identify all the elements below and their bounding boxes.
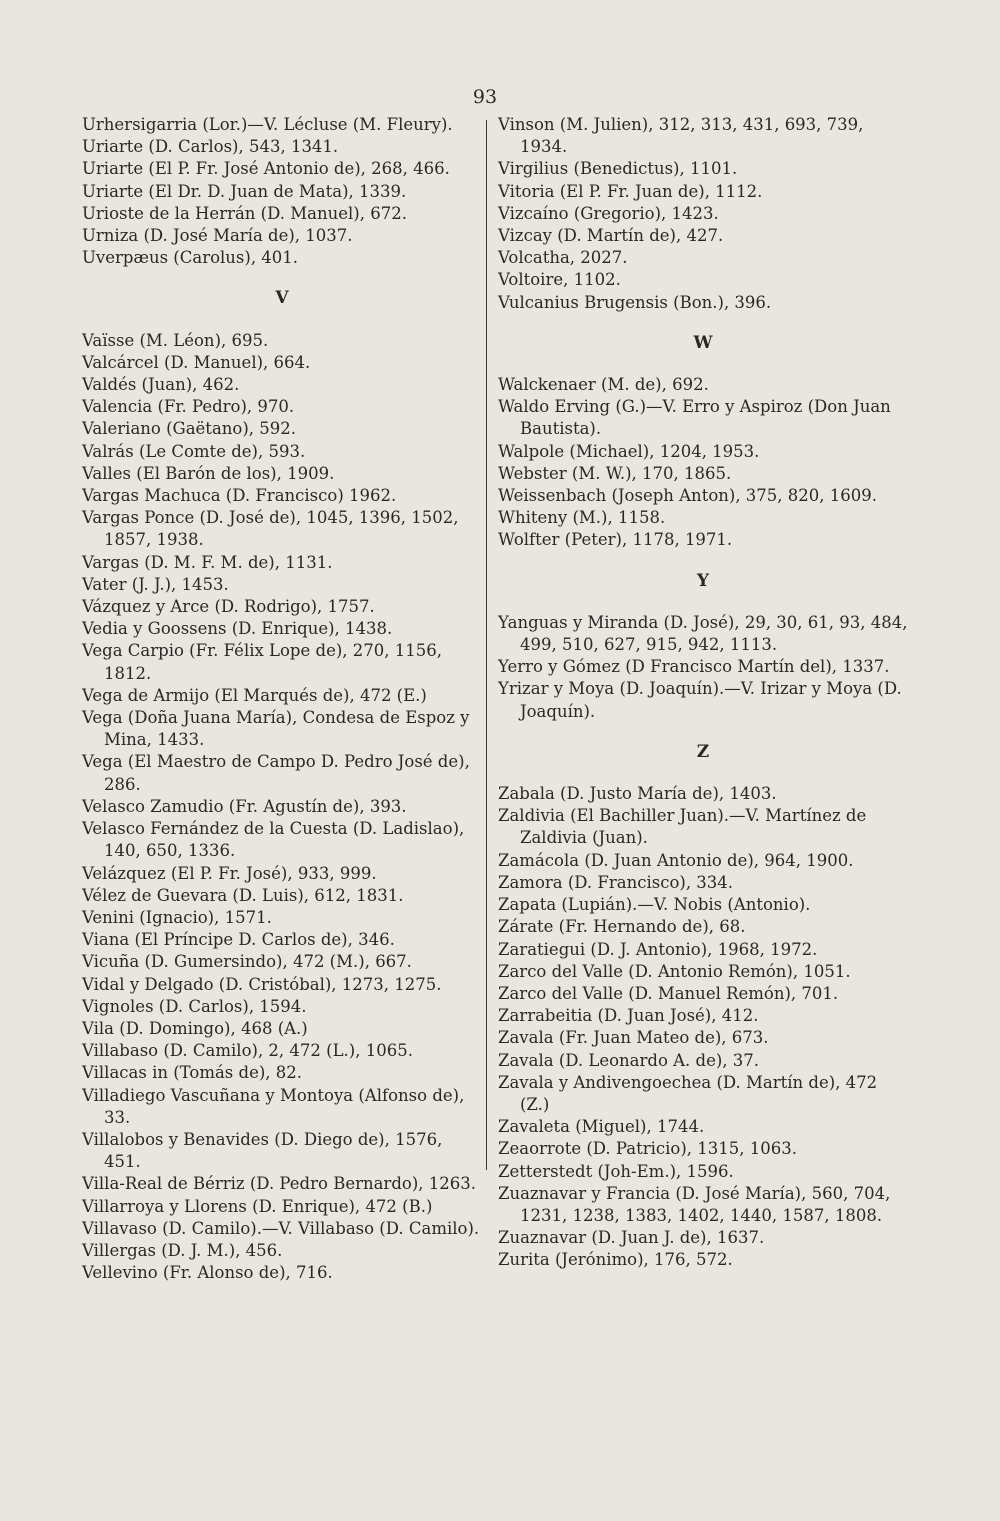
index-entry: Vulcanius Brugensis (Bon.), 396. [498,292,772,312]
index-entry: Villarroya y Llorens (D. Enrique), 472 (B.) [82,1196,433,1216]
index-entry: Walckenaer (M. de), 692. [498,375,709,395]
index-entry: Vargas (D. M. F. M. de), 1131. [82,552,333,572]
index-entry: Velasco Fernández de la Cuesta (D. Ladislao), 140, 650, 1336. [82,819,465,861]
entry-group-v-cont [498,114,908,314]
index-entry: Zamácola (D. Juan Antonio de), 964, 1900. [498,850,854,870]
page-number: 93 [472,86,498,108]
column-divider [486,120,487,1170]
left-column [82,114,482,1284]
index-entry: Vargas Ponce (D. José de), 1045, 1396, 1502, 1857, 1938. [82,508,459,550]
index-entry: Uriarte (El P. Fr. José Antonio de), 268, 466. [82,159,450,179]
section-letter-w: W [693,332,713,353]
index-entry: Zeaorrote (D. Patricio), 1315, 1063. [498,1139,798,1159]
section-letter-v: V [275,288,289,309]
index-entry: Wolfter (Peter), 1178, 1971. [498,530,733,550]
index-entry: Velasco Zamudio (Fr. Agustín de), 393. [82,796,407,816]
index-entry: Villergas (D. J. M.), 456. [82,1240,283,1260]
index-entry: Yerro y Gómez (D Francisco Martín del), 1337. [498,657,890,677]
index-entry: Uverpæus (Carolus), 401. [82,248,299,268]
index-entry: Valles (El Barón de los), 1909. [82,463,335,483]
index-entry: Yrizar y Moya (D. Joaquín).—V. Irizar y Moya (D. Joaquín). [498,679,902,721]
index-entry: Zapata (Lupián).—V. Nobis (Antonio). [498,895,811,915]
index-entry: Zurita (Jerónimo), 176, 572. [498,1250,733,1270]
index-entry: Villavaso (D. Camilo).—V. Villabaso (D. Camilo). [82,1218,480,1238]
index-entry: Urioste de la Herrán (D. Manuel), 672. [82,203,407,223]
index-entry: Vignoles (D. Carlos), 1594. [82,996,307,1016]
index-entry: Villabaso (D. Camilo), 2, 472 (L.), 1065. [82,1041,413,1061]
index-entry: Yanguas y Miranda (D. José), 29, 30, 61, 93, 484, 499, 510, 627, 915, 942, 1113. [498,612,908,655]
index-entry: Vinson (M. Julien), 312, 313, 431, 693, 739, 1934. [498,115,864,157]
index-entry: Vizcay (D. Martín de), 427. [498,226,724,246]
index-entry: Uriarte (D. Carlos), 543, 1341. [82,137,339,157]
index-entry: Zarco del Valle (D. Manuel Remón), 701. [498,983,839,1003]
index-entry: Uriarte (El Dr. D. Juan de Mata), 1339. [82,181,407,201]
index-entry: Villa-Real de Bérriz (D. Pedro Bernardo), 1263. [82,1174,476,1194]
section-letter-y: Y [696,570,710,591]
index-entry: Vega (El Maestro de Campo D. Pedro José de), 286. [82,752,470,794]
index-entry: Velázquez (El P. Fr. José), 933, 999. [82,863,377,883]
index-entry: Zarco del Valle (D. Antonio Remón), 1051. [498,961,851,981]
entry-group-u [82,114,482,269]
index-entry: Vega (Doña Juana María), Condesa de Espoz y Mina, 1433. [82,708,470,750]
index-entry: Zamora (D. Francisco), 334. [498,872,734,892]
index-entry: Zetterstedt (Joh-Em.), 1596. [498,1161,734,1181]
index-entry: Vila (D. Domingo), 468 (A.) [82,1018,308,1038]
index-entry: Vitoria (El P. Fr. Juan de), 1112. [498,181,763,201]
index-entry: Waldo Erving (G.)—V. Erro y Aspiroz (Don Juan Bautista). [498,397,891,439]
index-entry: Zuaznavar (D. Juan J. de), 1637. [498,1228,765,1248]
section-letter-z: Z [696,741,710,762]
index-entry: Valeriano (Gaëtano), 592. [82,419,297,439]
index-entry: Vizcaíno (Gregorio), 1423. [498,203,719,223]
entry-group-z [498,783,908,1271]
index-entry: Zavala (Fr. Juan Mateo de), 673. [498,1028,769,1048]
index-entry: Volcatha, 2027. [498,248,628,268]
entry-group-w [498,374,908,552]
index-entry: Vater (J. J.), 1453. [82,574,229,594]
index-entry: Vicuña (D. Gumersindo), 472 (M.), 667. [82,952,412,972]
index-entry: Venini (Ignacio), 1571. [82,907,272,927]
entry-group-y [498,612,908,723]
entry-group-v [82,330,482,1285]
index-entry: Zarrabeitia (D. Juan José), 412. [498,1006,759,1026]
index-entry: Virgilius (Benedictus), 1101. [498,159,738,179]
index-entry: Zavala y Andivengoechea (D. Martín de), 472 (Z.) [498,1072,878,1114]
index-entry: Valdés (Juan), 462. [82,375,240,395]
index-entry: Zaldivia (El Bachiller Juan).—V. Martínez de Zaldivia (Juan). [498,806,867,848]
index-entry: Zuaznavar y Francia (D. José María), 560, 704, 1231, 1238, 1383, 1402, 1440, 1587, 1808. [498,1183,891,1225]
index-entry: Vaïsse (M. Léon), 695. [82,330,269,350]
index-entry: Vedia y Goossens (D. Enrique), 1438. [82,619,393,639]
index-entry: Villadiego Vascuñana y Montoya (Alfonso de), 33. [82,1085,465,1127]
index-entry: Zaratiegui (D. J. Antonio), 1968, 1972. [498,939,818,959]
index-entry: Vidal y Delgado (D. Cristóbal), 1273, 1275. [82,974,442,994]
index-entry: Urhersigarria (Lor.)—V. Lécluse (M. Fleury). [82,115,453,134]
index-entry: Vázquez y Arce (D. Rodrigo), 1757. [82,597,375,617]
index-entry: Viana (El Príncipe D. Carlos de), 346. [82,930,395,950]
index-entry: Zárate (Fr. Hernando de), 68. [498,917,746,937]
index-entry: Zavaleta (Miguel), 1744. [498,1117,705,1137]
index-entry: Vélez de Guevara (D. Luis), 612, 1831. [82,885,404,905]
index-entry: Vega de Armijo (El Marqués de), 472 (E.) [82,685,427,705]
index-entry: Valencia (Fr. Pedro), 970. [82,397,295,417]
index-entry: Valcárcel (D. Manuel), 664. [82,352,311,372]
index-entry: Whiteny (M.), 1158. [498,508,666,528]
index-entry: Webster (M. W.), 170, 1865. [498,463,732,483]
index-entry: Villalobos y Benavides (D. Diego de), 1576, 451. [82,1129,443,1172]
index-entry: Valrás (Le Comte de), 593. [82,441,306,461]
index-entry: Villacas in (Tomás de), 82. [82,1063,303,1083]
index-entry: Weissenbach (Joseph Anton), 375, 820, 1609. [498,486,878,506]
index-entry: Zavala (D. Leonardo A. de), 37. [498,1050,760,1070]
right-column [498,114,908,1272]
index-entry: Zabala (D. Justo María de), 1403. [498,784,777,804]
index-entry: Walpole (Michael), 1204, 1953. [498,441,760,461]
index-entry: Vellevino (Fr. Alonso de), 716. [82,1263,333,1283]
index-entry: Vargas Machuca (D. Francisco) 1962. [82,486,397,506]
index-entry: Urniza (D. José María de), 1037. [82,226,353,246]
index-entry: Vega Carpio (Fr. Félix Lope de), 270, 1156, 1812. [82,641,442,683]
index-entry: Voltoire, 1102. [498,270,621,290]
